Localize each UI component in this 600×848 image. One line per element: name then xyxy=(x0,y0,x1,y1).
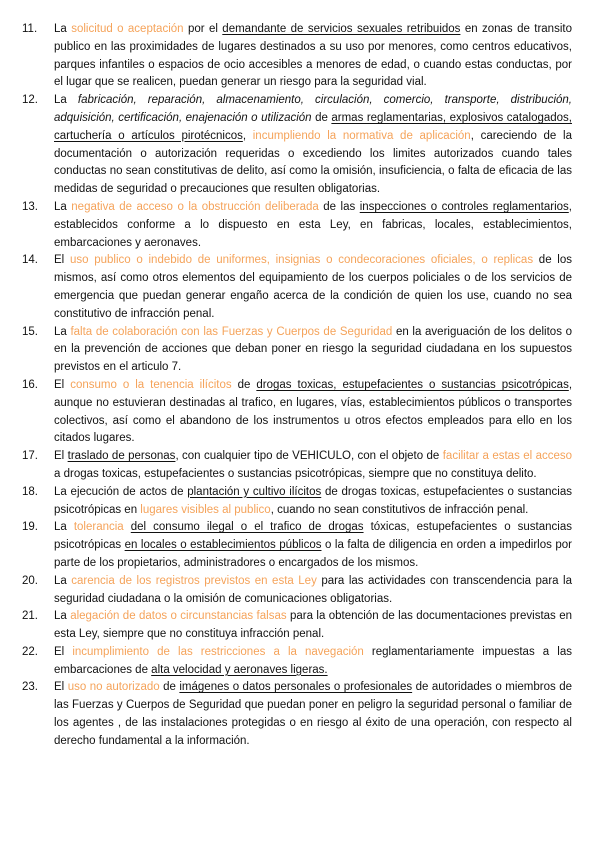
text-segment: de los mismos, así como otros elementos del equipamiento de los cuerpos policiales o de los servicios de emergencia que puedan generar engaño acerca de la condición de quien los use, cuando no sea constitutivo de infracción penal. xyxy=(54,254,573,320)
list-item xyxy=(22,484,572,520)
text-segment: , establecidos conforme a lo dispuesto en esta Ley, en fabricas, locales, establecimientos, embarcaciones y aeronaves. xyxy=(54,200,572,249)
text-segment: de xyxy=(159,681,180,694)
item-number: 19. xyxy=(22,521,38,534)
item-text xyxy=(54,199,572,252)
text-segment: La xyxy=(54,94,78,107)
underlined-text: drogas toxicas, estupefacientes o sustancias psicotrópicas xyxy=(256,378,569,391)
text-segment: de xyxy=(311,111,332,124)
text-segment: La xyxy=(54,23,72,35)
text-segment: La xyxy=(54,521,74,534)
highlighted-text: solicitud o aceptación xyxy=(71,23,184,35)
text-segment xyxy=(124,521,131,533)
item-text xyxy=(54,377,572,448)
underlined-text: alta velocidad y aeronaves ligeras. xyxy=(151,663,328,676)
text-segment: para la obtención de las documentaciones previstas en esta Ley, siempre que no constituya infracción penal. xyxy=(54,610,572,641)
text-segment: por el xyxy=(183,23,223,35)
item-text xyxy=(54,252,572,323)
item-number: 11. xyxy=(22,23,38,35)
list-item xyxy=(22,21,572,92)
item-number: 21. xyxy=(22,610,38,623)
highlighted-text: incumpliendo la normativa de aplicación xyxy=(252,129,471,142)
underlined-text: plantación y cultivo ilícitos xyxy=(187,485,322,498)
item-text xyxy=(54,573,572,609)
text-segment: , con cualquier tipo de VEHICULO, con el objeto de xyxy=(175,450,443,463)
text-segment: en zonas de transito publico en las proximidades de lugares destinados a su uso por menores, como centros educativos, parques infantiles o espacios de ocio accesibles a menores de edad, o cuando estas conductas, por el lugar que se realicen, puedan generar un riesgo para la seguridad vial. xyxy=(54,23,572,89)
text-segment: La xyxy=(54,325,71,338)
list-item xyxy=(22,252,572,323)
item-number: 16. xyxy=(22,378,38,391)
item-number: 15. xyxy=(22,325,38,338)
text-segment: de drogas toxicas, estupefacientes o sustancias psicotrópicas en xyxy=(54,485,572,516)
underlined-text: demandante de servicios sexuales retribuidos xyxy=(222,23,461,35)
highlighted-text: falta de colaboración con las Fuerzas y Cuerpos de Seguridad xyxy=(70,325,393,338)
list-item xyxy=(22,608,572,644)
text-segment: , aunque no estuvieran destinadas al trafico, en lugares, vías, establecimientos públicos o transportes colectivos, así como el abandono de los instrumentos u otros efectos empleados para ello en los citados lugares. xyxy=(54,378,573,445)
item-text xyxy=(54,484,572,520)
item-text xyxy=(54,608,572,644)
item-text xyxy=(54,519,572,572)
highlighted-text: tolerancia xyxy=(73,521,124,534)
list-item xyxy=(22,644,572,680)
item-text xyxy=(54,92,572,199)
item-number: 13. xyxy=(22,200,38,213)
item-text xyxy=(54,324,572,377)
highlighted-text: incumplimiento de las restricciones a la navegación xyxy=(72,645,364,658)
highlighted-text: negativa de acceso o la obstrucción deliberada xyxy=(71,200,319,213)
item-number: 20. xyxy=(22,574,38,587)
list-item xyxy=(22,92,572,199)
text-segment: El xyxy=(54,645,73,658)
highlighted-text: alegación de datos o circunstancias falsas xyxy=(70,610,287,623)
text-segment: de las xyxy=(318,200,360,213)
item-number: 18. xyxy=(22,485,38,498)
highlighted-text: uso no autorizado xyxy=(67,681,160,694)
text-segment: para las actividades con transcendencia para la seguridad ciudadana o la omisión de comunicaciones obligatorias. xyxy=(54,574,572,605)
text-segment: El xyxy=(54,254,70,267)
list-item xyxy=(22,324,572,377)
text-segment: , cuando no sean constitutivos de infracción penal. xyxy=(270,503,529,516)
text-segment: reglamentariamente impuestas a las embarcaciones de xyxy=(54,645,572,676)
list-item xyxy=(22,679,572,750)
text-segment: de autoridades o miembros de las Fuerzas y Cuerpos de Seguridad que puedan poner en peligro la seguridad personal o familiar de los agentes , de las instalaciones protegidas o en riesgo al éxito de una operación, con respecto al derecho fundamental a la información. xyxy=(54,681,572,747)
text-segment: en la averiguación de los delitos o en la prevención de acciones que deban poner en riesgo la seguridad ciudadana en los supuestos previstos en el articulo 7. xyxy=(54,325,572,374)
item-number: 17. xyxy=(22,450,38,463)
item-number: 14. xyxy=(22,254,38,267)
infractions-list xyxy=(22,21,572,751)
text-segment: El xyxy=(54,378,71,391)
item-text xyxy=(54,448,572,484)
item-number: 22. xyxy=(22,645,38,658)
text-segment: La xyxy=(54,574,72,587)
underlined-text: inspecciones o controles reglamentarios xyxy=(359,200,569,213)
item-number: 12. xyxy=(22,94,38,107)
text-segment: o la falta de diligencia en orden a impedirlos por parte de los propietarios, administradores o encargados de los mismos. xyxy=(54,539,572,569)
highlighted-text: consumo o la tenencia ilícitos xyxy=(70,378,232,391)
highlighted-text: lugares visibles al publico xyxy=(140,503,271,516)
underlined-text: imágenes o datos personales o profesionales xyxy=(179,681,413,694)
list-item xyxy=(22,199,572,252)
underlined-text: en locales o establecimientos públicos xyxy=(124,539,322,552)
text-segment: El xyxy=(54,681,68,694)
text-segment: , xyxy=(242,129,253,142)
item-text xyxy=(54,644,572,680)
item-text xyxy=(54,21,572,92)
item-text xyxy=(54,679,572,750)
list-item xyxy=(22,573,572,609)
italic-text: fabricación, reparación, almacenamiento, circulación, comercio, transporte, distribución, adquisición, certificación, enajenación o utilización xyxy=(54,94,572,124)
highlighted-text: uso publico o indebido de uniformes, insignias o condecoraciones oficiales, o replicas xyxy=(69,254,534,267)
item-number: 23. xyxy=(22,681,38,694)
text-segment: de xyxy=(231,378,257,391)
highlighted-text: carencia de los registros previstos en esta Ley xyxy=(71,574,317,587)
text-segment: La xyxy=(54,610,71,623)
text-segment: a drogas toxicas, estupefacientes o sustancias psicotrópicas, siempre que no constituya delito. xyxy=(54,467,537,480)
underlined-text: del consumo ilegal o el trafico de drogas xyxy=(130,521,364,534)
text-segment: La ejecución de actos de xyxy=(54,485,188,498)
list-item xyxy=(22,519,572,572)
text-segment: El xyxy=(54,450,68,463)
text-segment: tóxicas, estupefacientes o sustancias psicotrópicas xyxy=(54,521,572,552)
underlined-text: traslado de personas xyxy=(67,450,176,463)
list-item xyxy=(22,448,572,484)
text-segment: La xyxy=(54,200,72,213)
list-item xyxy=(22,377,572,448)
underlined-text: armas reglamentarias, explosivos catalogados, cartuchería o artículos pirotécnicos xyxy=(54,111,572,142)
text-segment: , careciendo de la documentación o autorización requeridas o excediendo los limites autorizados cuando tales conductas no sean constitutivas de delito, así como la omisión, insuficiencia, o falta de eficacia de las medidas de seguridad o precauciones que resulten obligatorias. xyxy=(54,129,572,196)
highlighted-text: facilitar a estas el acceso xyxy=(442,450,573,463)
